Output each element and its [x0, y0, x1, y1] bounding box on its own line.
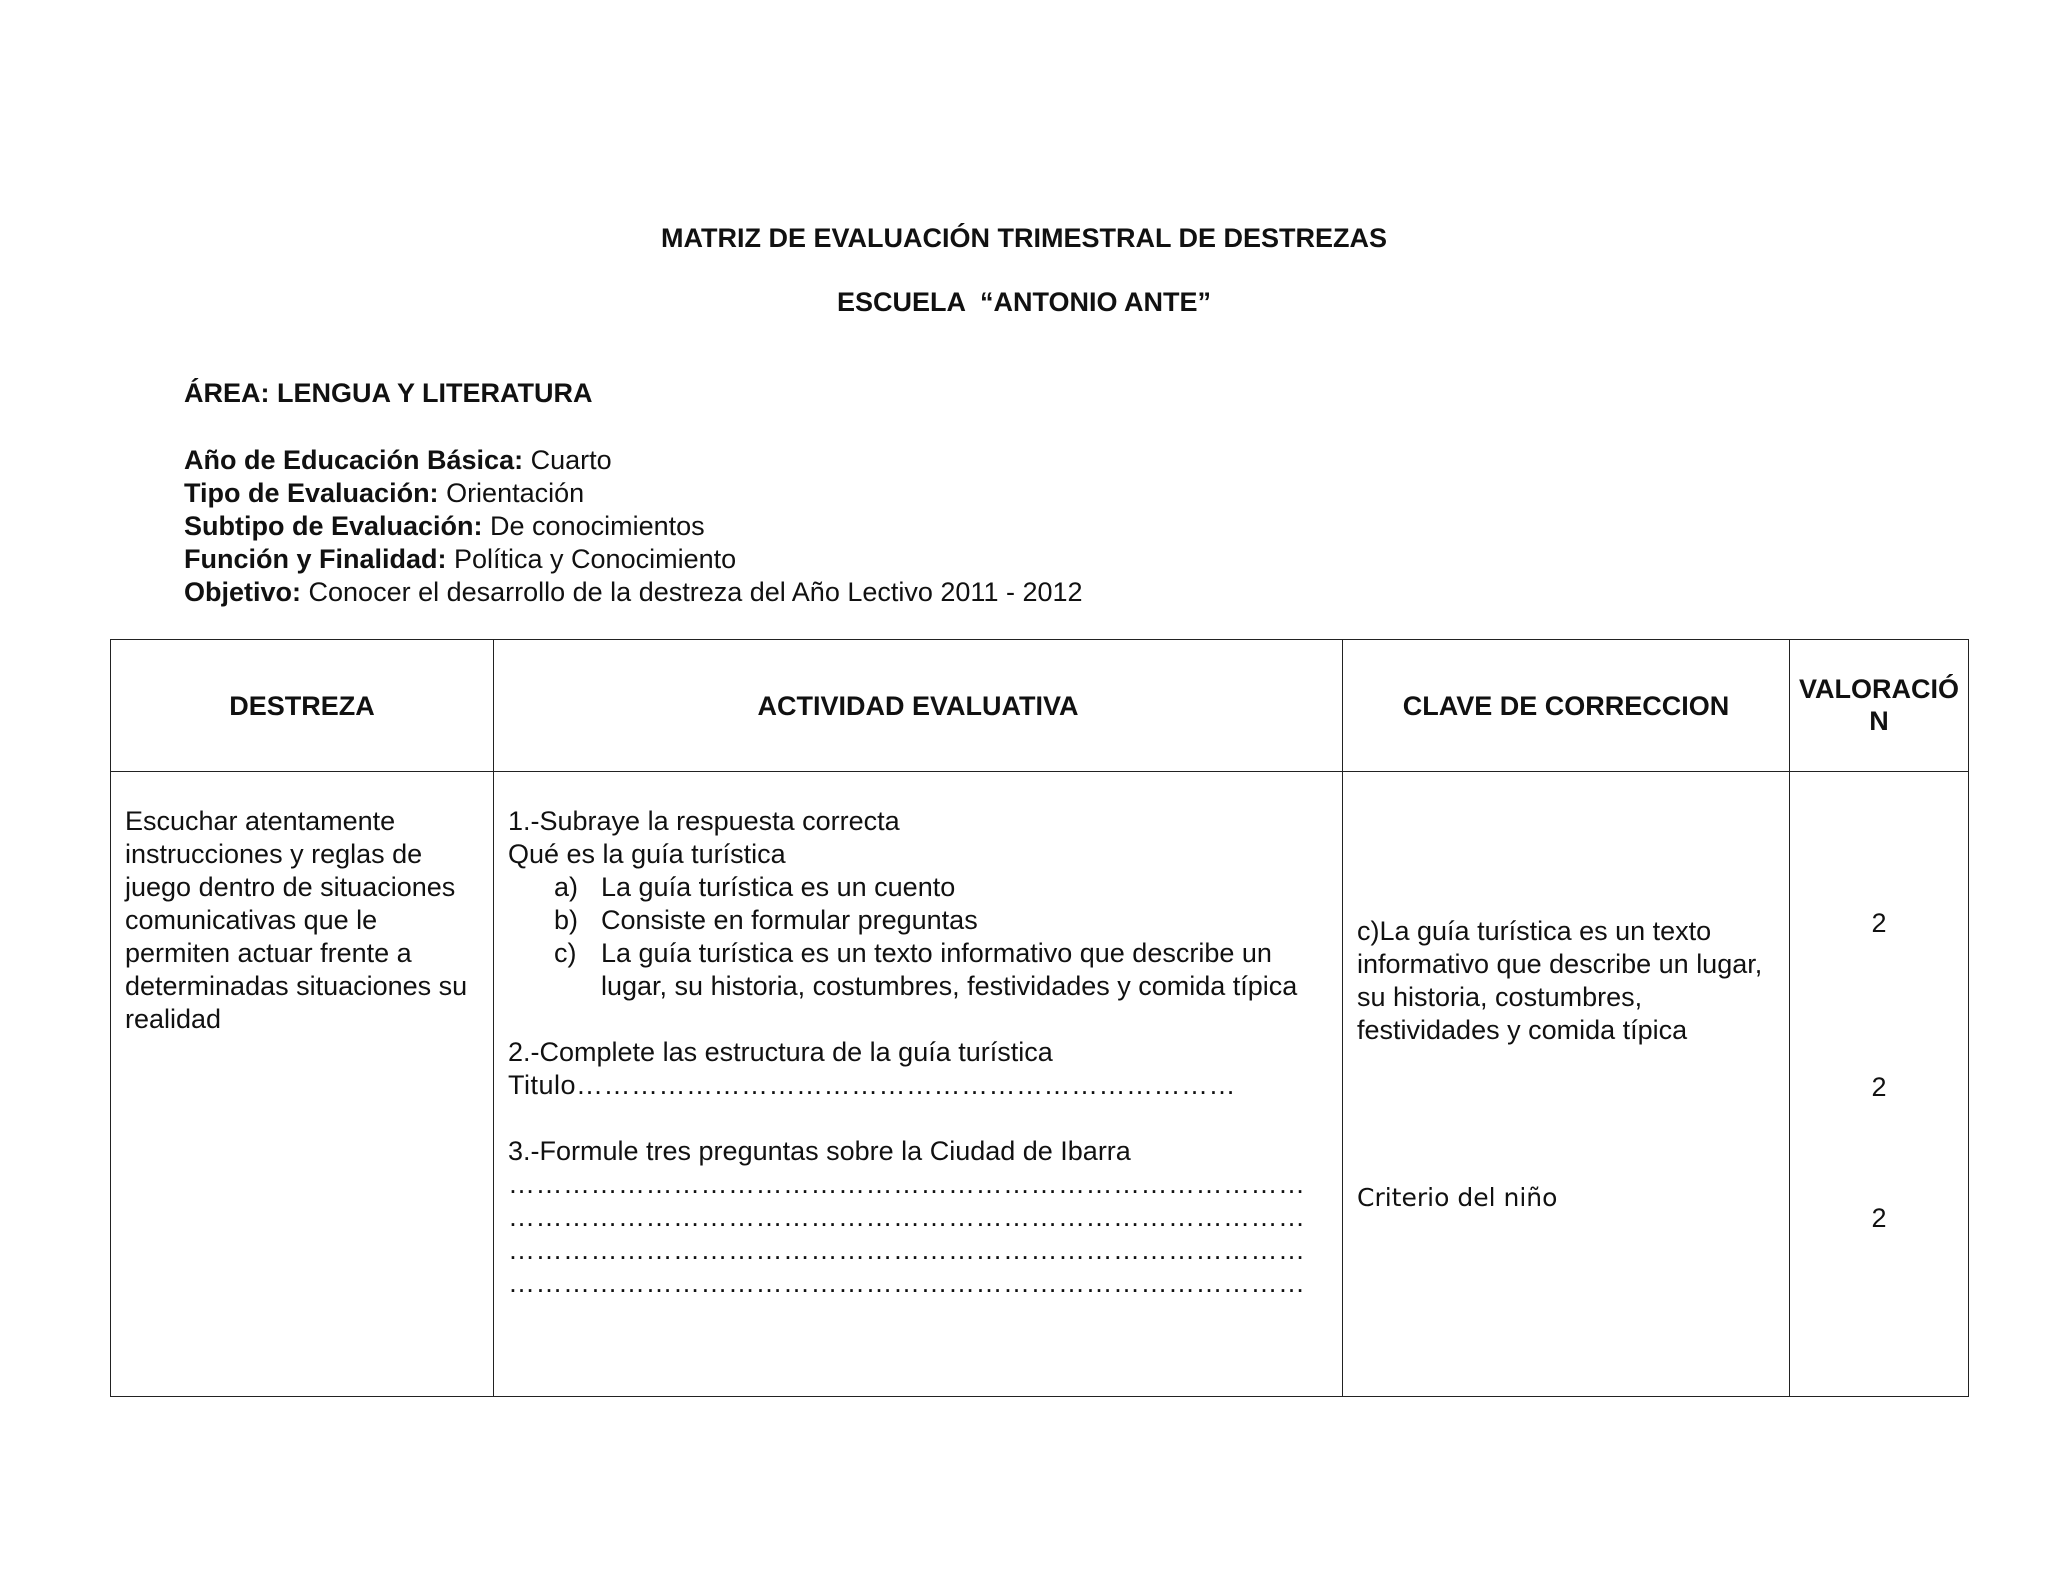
score-value: 2 [1871, 1203, 1887, 1233]
table-header-row [111, 640, 1969, 772]
document-title: MATRIZ DE EVALUACIÓN TRIMESTRAL DE DESTREZAS [660, 223, 1387, 253]
option-c [508, 937, 1330, 1003]
answer-line: …………………………………………………………………………… [508, 1235, 1306, 1265]
answer-key-3: Criterio del niño [1357, 1183, 1558, 1212]
score-value: 2 [1871, 1072, 1887, 1102]
option-marker: b) [554, 905, 579, 935]
answer-line: …………………………………………………………………………… [508, 1268, 1306, 1298]
meta-value: Política y Conocimiento [446, 544, 737, 574]
question-2-fill-line: Titulo……………………………………………………………… [508, 1070, 1237, 1100]
meta-block [184, 444, 1083, 609]
meta-label: Tipo de Evaluación: [184, 478, 439, 508]
question-1-title: 1.-Subraye la respuesta correcta [508, 806, 900, 836]
meta-value: Conocer el desarrollo de la destreza del Año Lectivo 2011 - 2012 [301, 577, 1083, 607]
meta-value: Cuarto [523, 445, 612, 475]
answer-key-1: c)La guía turística es un texto informativo que describe un lugar, su historia, costumbres, festividades y comida típica [1357, 916, 1763, 1045]
option-a [508, 871, 1330, 904]
meta-row-objective [184, 576, 1083, 609]
valoracion-cell [1790, 772, 1969, 1397]
question-2-title: 2.-Complete las estructura de la guía turística [508, 1037, 1053, 1067]
option-marker: a) [554, 872, 579, 902]
meta-label: Año de Educación Básica: [184, 445, 524, 475]
actividad-cell [494, 772, 1343, 1397]
header-destreza: DESTREZA [111, 640, 494, 772]
school-name: ESCUELA “ANTONIO ANTE” [836, 287, 1212, 317]
clave-cell [1343, 772, 1790, 1397]
meta-row-year [184, 444, 1083, 477]
meta-value: De conocimientos [482, 511, 705, 541]
destreza-cell [111, 772, 494, 1397]
meta-label: Subtipo de Evaluación: [184, 511, 483, 541]
score-value: 2 [1871, 908, 1887, 938]
option-b [508, 904, 1330, 937]
meta-row-function [184, 543, 1083, 576]
option-marker: c) [554, 938, 577, 968]
meta-row-type [184, 477, 1083, 510]
answer-line: …………………………………………………………………………… [508, 1169, 1306, 1199]
evaluation-matrix-table [110, 639, 1969, 1397]
meta-value: Orientación [438, 478, 585, 508]
option-text: La guía turística es un texto informativo que describe un lugar, su historia, costumbres, festividades y comida típica [601, 938, 1298, 1001]
table-row [111, 772, 1969, 1397]
destreza-text: Escuchar atentamente instrucciones y reglas de juego dentro de situaciones comunicativas que le permiten actuar frente a determinadas situaciones su realidad [125, 806, 468, 1034]
question-3-title: 3.-Formule tres preguntas sobre la Ciudad de Ibarra [508, 1136, 1131, 1166]
meta-label: Objetivo: [184, 577, 302, 607]
option-text: La guía turística es un cuento [601, 872, 956, 902]
option-text: Consiste en formular preguntas [601, 905, 978, 935]
header-valoracion: VALORACIÓN [1790, 640, 1969, 772]
meta-label: Función y Finalidad: [184, 544, 447, 574]
header-clave: CLAVE DE CORRECCION [1343, 640, 1790, 772]
question-1-prompt: Qué es la guía turística [508, 839, 786, 869]
meta-row-subtype [184, 510, 1083, 543]
header-actividad: ACTIVIDAD EVALUATIVA [494, 640, 1343, 772]
answer-line: …………………………………………………………………………… [508, 1202, 1306, 1232]
area-heading: ÁREA: LENGUA Y LITERATURA [184, 378, 593, 408]
